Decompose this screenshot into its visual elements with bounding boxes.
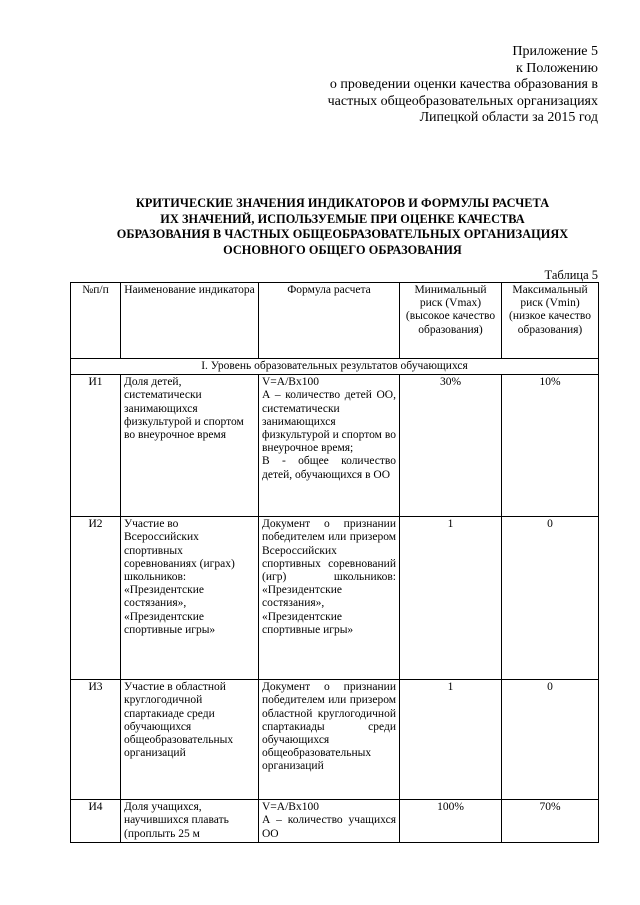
table-header-row (71, 283, 599, 359)
appendix-line: Приложение 5 (512, 44, 598, 59)
row-min-risk: 100% (400, 800, 502, 843)
formula-line: Документ о признании победителем или призером областной круглогодичной спартакиады среди обучающихся общеобразовательных организаций (262, 681, 396, 773)
appendix-header (328, 44, 598, 127)
title-line: ОСНОВНОГО ОБЩЕГО ОБРАЗОВАНИЯ (223, 242, 462, 257)
table-row (71, 517, 599, 680)
row-max-risk: 0 (502, 680, 599, 800)
row-num: И1 (71, 375, 121, 517)
formula-line: А – количество детей ОО, систематически занимающихся физкультурой и спортом во внеурочное время; (262, 389, 396, 455)
header-name: Наименование индикатора (121, 283, 259, 359)
row-num: И4 (71, 800, 121, 843)
row-max-risk: 0 (502, 517, 599, 680)
row-name: Участие во Всероссийских спортивных соревнованиях (играх) школьников: «Президентские состязания», «Президентские спортивные игры» (121, 517, 259, 680)
formula-line: А – количество учащихся ОО (262, 814, 396, 840)
row-min-risk: 30% (400, 375, 502, 517)
row-name: Участие в областной круглогодичной спартакиаде среди обучающихся общеобразовательных организаций (121, 680, 259, 800)
row-formula (259, 517, 400, 680)
title-line: ИХ ЗНАЧЕНИЙ, ИСПОЛЬЗУЕМЫЕ ПРИ ОЦЕНКЕ КАЧЕСТВА (160, 211, 525, 226)
section-title: I. Уровень образовательных результатов обучающихся (71, 359, 599, 375)
table-row (71, 375, 599, 517)
row-formula (259, 680, 400, 800)
formula-line: V=A/Bх100 (262, 376, 319, 389)
row-name: Доля детей, систематически занимающихся физкультурой и спортом во внеурочное время (121, 375, 259, 517)
document-title (60, 196, 625, 258)
row-min-risk: 1 (400, 517, 502, 680)
appendix-line: к Положению (515, 60, 598, 76)
title-line: КРИТИЧЕСКИЕ ЗНАЧЕНИЯ ИНДИКАТОРОВ И ФОРМУЛЫ РАСЧЕТА (135, 196, 550, 210)
header-formula: Формула расчета (259, 283, 400, 359)
formula-line: V=A/Bх100 (262, 801, 319, 814)
row-num: И2 (71, 517, 121, 680)
section-row (71, 359, 599, 375)
formula-line: В - общее количество детей, обучающихся в ОО (262, 455, 396, 481)
appendix-line: о проведении оценки качества образования в (329, 77, 598, 93)
appendix-line: частных общеобразовательных организациях (327, 93, 598, 109)
header-min-risk: Минимальный риск (Vmax) (высокое качество образования) (400, 283, 502, 359)
header-max-risk: Максимальный риск (Vmin) (низкое качество образования) (502, 283, 599, 359)
table-row (71, 680, 599, 800)
row-formula (259, 375, 400, 517)
row-name: Доля учащихся, научившихся плавать (проплыть 25 м (121, 800, 259, 843)
row-min-risk: 1 (400, 680, 502, 800)
row-num: И3 (71, 680, 121, 800)
table-row (71, 800, 599, 843)
row-max-risk: 10% (502, 375, 599, 517)
header-num: №п/п (71, 283, 121, 359)
row-max-risk: 70% (502, 800, 599, 843)
formula-line: Документ о признании победителем или призером Всероссийских спортивных соревнований (игр) школьников: «Президентские состязания», «Президентские спортивные игры» (262, 518, 396, 636)
appendix-line: Липецкой области за 2015 год (419, 110, 598, 126)
row-formula (259, 800, 400, 843)
indicators-table (70, 282, 599, 843)
table-label: Таблица 5 (544, 268, 598, 282)
title-line: ОБРАЗОВАНИЯ В ЧАСТНЫХ ОБЩЕОБРАЗОВАТЕЛЬНЫХ ОРГАНИЗАЦИЯХ (116, 227, 569, 242)
